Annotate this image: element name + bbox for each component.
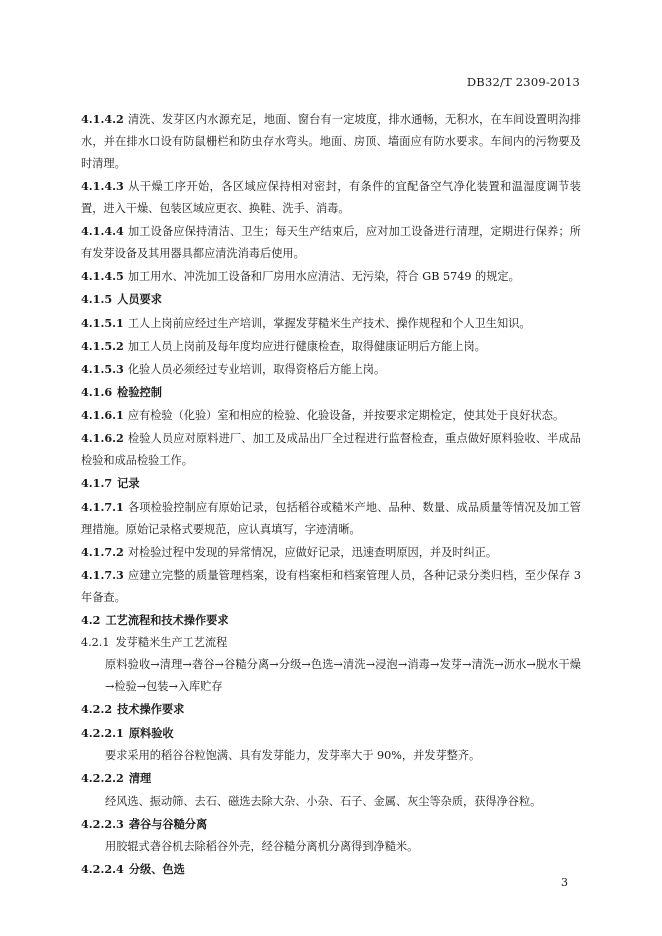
clause-text: 加工设备应保持清洁、卫生；每天生产结束后，应对加工设备进行清理，定期进行保养；所有发芽设备及其用器具都应清洗消毒后使用。 [81,225,581,260]
section-heading-4-2 [81,609,581,633]
clause-text: 加工人员上岗前及每年度均应进行健康检查，取得健康证明后方能上岗。 [127,339,486,353]
section-title: 人员要求 [117,292,162,306]
clause-text: 对检验过程中发现的异常情况，应做好记录，迅速查明原因，并及时纠正。 [127,545,498,559]
clause-number: 4.1.6.1 [81,408,124,422]
clause-number: 4.1.4.4 [81,224,124,238]
section-title: 分级、色选 [128,862,185,876]
section-heading-4-2-2-2 [81,767,581,791]
section-title: 工艺流程和技术操作要求 [105,612,229,627]
clause-number: 4.1.6.2 [81,431,124,445]
section-number: 4.2.2.2 [81,771,124,785]
section-title: 检验控制 [117,384,162,399]
clause-number: 4.1.7.1 [81,499,124,514]
clause-4-1-7-3 [81,564,581,609]
section-number: 4.2.2.1 [81,725,124,740]
section-heading-4-2-1 [81,632,581,654]
section-heading-4-2-2 [81,698,581,722]
section-heading-4-2-2-3 [81,813,581,837]
clause-4-1-5-2 [81,335,581,358]
clause-text: 化验人员必须经过专业培训，取得资格后方能上岗。 [127,362,386,376]
section-number: 4.2.1 [81,636,110,649]
clause-4-1-4-5 [81,265,581,288]
clause-4-1-4-4 [81,220,581,265]
section-title: 记录 [117,476,140,490]
clause-text: 各项检验控制应有原始记录，包括稻谷或糙米产地、品种、数量、成品质量等情况及加工管理措施。原始记录格式要规范，应认真填写，字迹清晰。 [81,500,581,536]
section-title: 清理 [128,771,152,785]
section-number: 4.1.5 [81,292,113,306]
clause-number: 4.1.5.2 [81,338,124,353]
section-number: 4.1.6 [81,384,113,399]
section-title: 发芽糙米生产工艺流程 [115,636,228,649]
section-heading-4-1-7 [81,472,581,496]
paragraph-husking-separation: 用胶辊式砻谷机去除稻谷外壳，经谷糙分离机分离得到净糙米。 [105,840,419,853]
section-heading-4-2-2-4 [81,858,581,882]
clause-4-1-5-1 [81,312,581,335]
clause-number: 4.1.7.2 [81,544,124,559]
section-heading-4-1-5 [81,288,581,312]
section-number: 4.2 [81,612,101,627]
clause-text: 工人上岗前应经过生产培训，掌握发芽糙米生产技术、操作规程和个人卫生知识。 [127,316,531,330]
document-code-header: DB32/T 2309-2013 [466,75,580,89]
process-flow-text: 原料验收→清理→砻谷→谷糙分离→分级→色选→清洗→浸泡→消毒→发芽→清洗→沥水→脱水干燥→检验→包装→入库贮存 [105,658,581,693]
clause-4-1-6-1 [81,404,581,427]
section-title: 原料验收 [128,725,174,740]
section-title: 技术操作要求 [117,702,185,716]
section-number: 4.2.2.4 [81,862,124,876]
clause-number: 4.1.4.2 [81,112,124,126]
section-heading-4-1-6 [81,381,581,405]
page-number: 3 [561,876,568,889]
clause-4-1-4-2 [81,108,581,175]
section-heading-4-2-2-1 [81,722,581,746]
clause-text: 应有检验（化验）室和相应的检验、化验设备，并按要求定期检定，使其处于良好状态。 [127,409,565,422]
clause-text: 清洗、发芽区内水源充足，地面、窗台有一定坡度，排水通畅，无积水，在车间设置明沟排水，并在排水口设有防鼠栅栏和防虫存水弯头。地面、房顶、墙面应有防水要求。车间内的污物要及时清理。 [81,113,581,170]
section-number: 4.2.2.3 [81,816,124,831]
paragraph-cleaning: 经风选、振动筛、去石、磁选去除大杂、小杂、石子、金属、灰尘等杂质，获得净谷粒。 [105,794,542,808]
clause-4-1-7-2 [81,541,581,564]
section-number: 4.2.2 [81,702,113,716]
clause-number: 4.1.4.3 [81,179,124,193]
section-title: 砻谷与谷糙分离 [128,816,208,831]
clause-text: 应建立完整的质量管理档案，设有档案柜和档案管理人员，各种记录分类归档，至少保存 3 年备查。 [81,568,581,604]
clause-number: 4.1.4.5 [81,269,124,283]
section-number: 4.1.7 [81,476,113,490]
clause-text: 检验人员应对原料进厂、加工及成品出厂全过程进行监督检查，重点做好原料验收、半成品检验和成品检验工作。 [81,432,581,467]
clause-number: 4.1.7.3 [81,567,124,582]
clause-text: 加工用水、冲洗加工设备和厂房用水应清洁、无污染，符合 GB 5749 的规定。 [127,270,520,283]
clause-4-1-6-2 [81,427,581,472]
clause-number: 4.1.5.1 [81,315,124,330]
clause-4-1-4-3 [81,175,581,220]
clause-number: 4.1.5.3 [81,361,124,376]
clause-4-1-5-3 [81,358,581,381]
document-body [81,108,581,882]
clause-text: 从干燥工序开始，各区域应保持相对密封，有条件的宜配备空气净化装置和温湿度调节装置，进入干燥、包装区域应更衣、换鞋、洗手、消毒。 [81,180,581,215]
paragraph-raw-material-inspection: 要求采用的稻谷谷粒饱满、具有发芽能力，发芽率大于 90%，并发芽整齐。 [105,749,481,762]
clause-4-1-7-1 [81,496,581,541]
